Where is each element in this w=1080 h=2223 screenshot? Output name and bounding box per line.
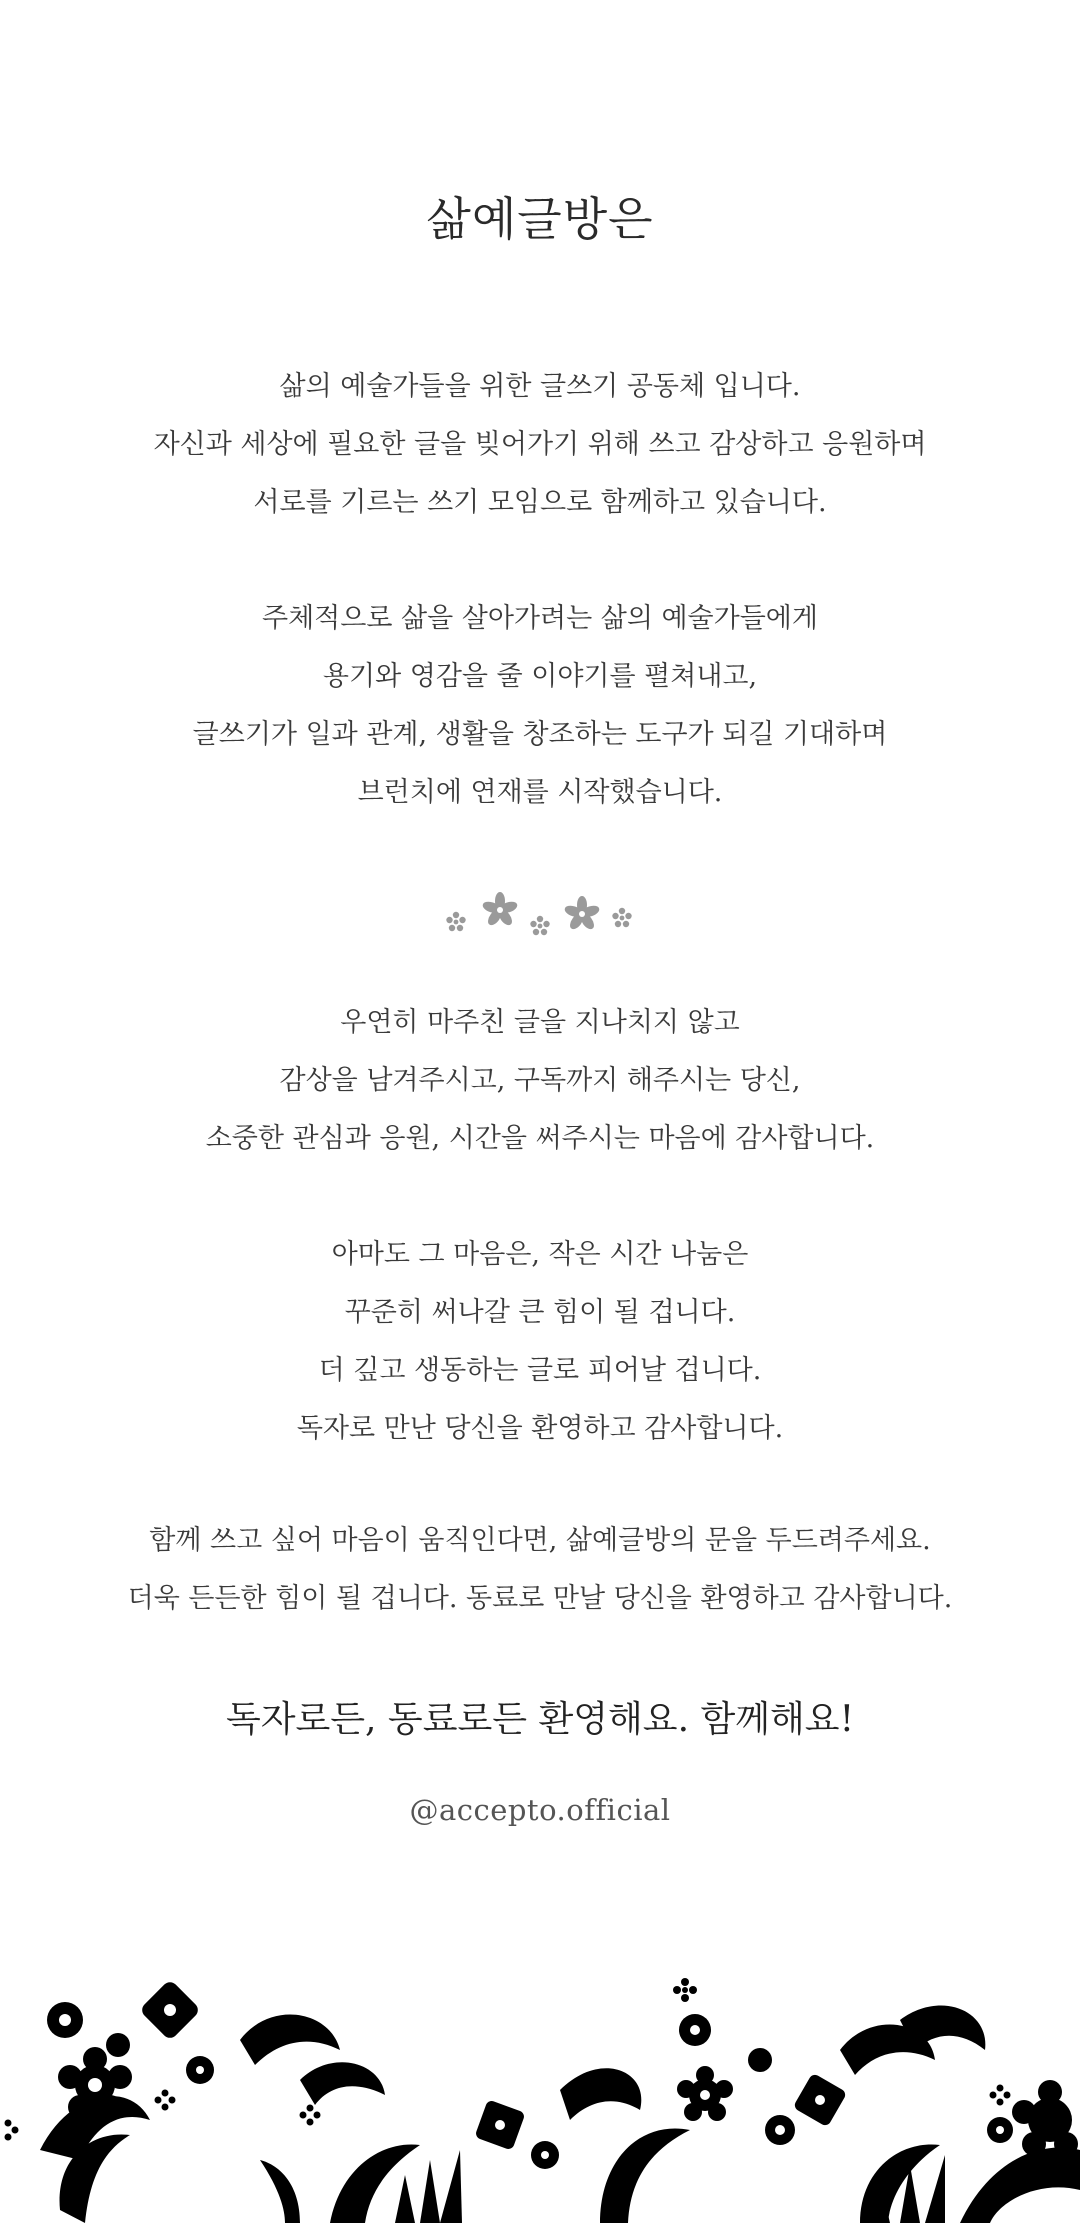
- mission-line: 브런치에 연재를 시작했습니다.: [357, 777, 723, 808]
- intro-line: 삶의 예술가들을 위한 글쓰기 공동체 입니다.: [279, 371, 801, 402]
- mission-line: 용기와 영감을 줄 이야기를 펼쳐내고,: [322, 661, 758, 692]
- heart-line: 꾸준히 써나갈 큰 힘이 될 겁니다.: [344, 1297, 736, 1328]
- closing-message: 독자로든, 동료로든 환영해요. 함께해요!: [225, 1699, 855, 1740]
- intro-paragraph: [40, 358, 1040, 532]
- heart-line: 독자로 만난 당신을 환영하고 감사합니다.: [296, 1413, 784, 1444]
- heart-line: 아마도 그 마음은, 작은 시간 나눔은: [331, 1239, 749, 1270]
- thanks-line: 소중한 관심과 응원, 시간을 써주시는 마음에 감사합니다.: [205, 1123, 875, 1154]
- flower-divider-icon: [0, 892, 1080, 942]
- mission-line: 주체적으로 삶을 살아가려는 삶의 예술가들에게: [262, 603, 818, 634]
- page-title: 삶예글방은: [426, 192, 654, 246]
- mission-line: 글쓰기가 일과 관계, 생활을 창조하는 도구가 되길 기대하며: [192, 719, 888, 750]
- invite-line: 더욱 든든한 힘이 될 겁니다. 동료로 만날 당신을 환영하고 감사합니다.: [127, 1583, 953, 1614]
- instagram-handle: @accepto.official: [409, 1793, 671, 1827]
- invite-line: 함께 쓰고 싶어 마음이 움직인다면, 삶예글방의 문을 두드려주세요.: [149, 1525, 931, 1556]
- mission-paragraph: [40, 590, 1040, 822]
- thanks-line: 감상을 남겨주시고, 구독까지 해주시는 당신,: [279, 1065, 801, 1096]
- heart-paragraph: [40, 1226, 1040, 1458]
- heart-line: 더 깊고 생동하는 글로 피어날 겁니다.: [318, 1355, 762, 1386]
- intro-line: 서로를 기르는 쓰기 모임으로 함께하고 있습니다.: [253, 487, 827, 518]
- intro-line: 자신과 세상에 필요한 글을 빚어가기 위해 쓰고 감상하고 응원하며: [153, 429, 927, 460]
- thanks-line: 우연히 마주친 글을 지나치지 않고: [340, 1007, 740, 1038]
- thanks-paragraph: [40, 994, 1040, 1168]
- invite-paragraph: [40, 1512, 1040, 1628]
- floral-border-icon: [0, 1960, 1080, 2223]
